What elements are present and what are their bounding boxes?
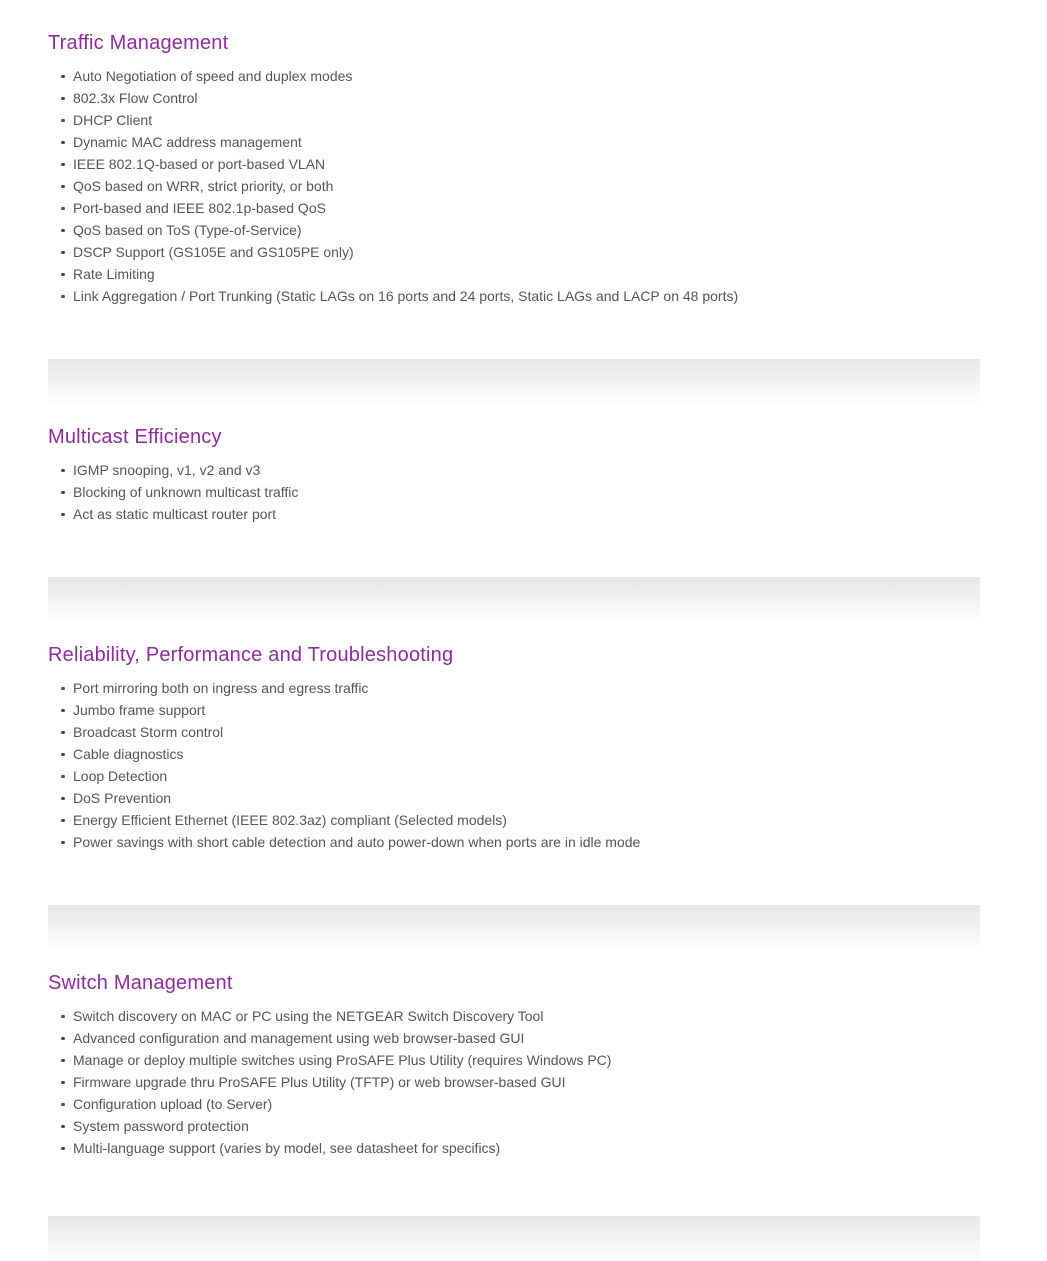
feature-item: Energy Efficient Ethernet (IEEE 802.3az) compliant (Selected models) xyxy=(48,809,980,831)
section-title-traffic-management: Traffic Management xyxy=(48,32,229,54)
feature-item: Multi-language support (varies by model, see datasheet for specifics) xyxy=(48,1137,980,1159)
feature-item: Link Aggregation / Port Trunking (Static LAGs on 16 ports and 24 ports, Static LAGs and LACP on 48 ports) xyxy=(48,285,980,307)
feature-item: DHCP Client xyxy=(48,109,980,131)
section-multicast-efficiency xyxy=(0,414,1047,525)
feature-item: Power savings with short cable detection and auto power-down when ports are in idle mode xyxy=(48,831,980,853)
feature-item: Port mirroring both on ingress and egress traffic xyxy=(48,677,980,699)
feature-item: QoS based on WRR, strict priority, or both xyxy=(48,175,980,197)
feature-list-multicast-efficiency xyxy=(48,459,980,525)
feature-item: DoS Prevention xyxy=(48,787,980,809)
feature-item: System password protection xyxy=(48,1115,980,1137)
feature-item: 802.3x Flow Control xyxy=(48,87,980,109)
feature-list-traffic-management xyxy=(48,65,980,307)
section-divider xyxy=(48,1216,980,1261)
feature-item: Auto Negotiation of speed and duplex modes xyxy=(48,65,980,87)
feature-list-switch-management xyxy=(48,1005,980,1159)
section-traffic-management xyxy=(0,10,1047,307)
section-reliability-performance-troubleshooting xyxy=(0,632,1047,853)
feature-item: Firmware upgrade thru ProSAFE Plus Utility (TFTP) or web browser-based GUI xyxy=(48,1071,980,1093)
feature-item: Jumbo frame support xyxy=(48,699,980,721)
feature-item: QoS based on ToS (Type-of-Service) xyxy=(48,219,980,241)
feature-item: Rate Limiting xyxy=(48,263,980,285)
section-divider xyxy=(48,577,980,622)
spec-page xyxy=(0,10,1047,1261)
feature-item: Act as static multicast router port xyxy=(48,503,980,525)
feature-list-reliability-performance-troubleshooting xyxy=(48,677,980,853)
section-divider xyxy=(48,359,980,404)
feature-item: Blocking of unknown multicast traffic xyxy=(48,481,980,503)
feature-item: Dynamic MAC address management xyxy=(48,131,980,153)
feature-item: DSCP Support (GS105E and GS105PE only) xyxy=(48,241,980,263)
section-title-switch-management: Switch Management xyxy=(48,972,233,994)
section-switch-management xyxy=(0,960,1047,1159)
feature-item: Advanced configuration and management using web browser-based GUI xyxy=(48,1027,980,1049)
feature-item: Loop Detection xyxy=(48,765,980,787)
feature-item: Manage or deploy multiple switches using ProSAFE Plus Utility (requires Windows PC) xyxy=(48,1049,980,1071)
section-divider xyxy=(48,905,980,950)
feature-item: IGMP snooping, v1, v2 and v3 xyxy=(48,459,980,481)
feature-item: Broadcast Storm control xyxy=(48,721,980,743)
feature-item: Cable diagnostics xyxy=(48,743,980,765)
section-title-reliability-performance-troubleshooting: Reliability, Performance and Troubleshooting xyxy=(48,644,454,666)
feature-item: Port-based and IEEE 802.1p-based QoS xyxy=(48,197,980,219)
feature-item: IEEE 802.1Q-based or port-based VLAN xyxy=(48,153,980,175)
feature-item: Configuration upload (to Server) xyxy=(48,1093,980,1115)
feature-item: Switch discovery on MAC or PC using the NETGEAR Switch Discovery Tool xyxy=(48,1005,980,1027)
section-title-multicast-efficiency: Multicast Efficiency xyxy=(48,426,222,448)
